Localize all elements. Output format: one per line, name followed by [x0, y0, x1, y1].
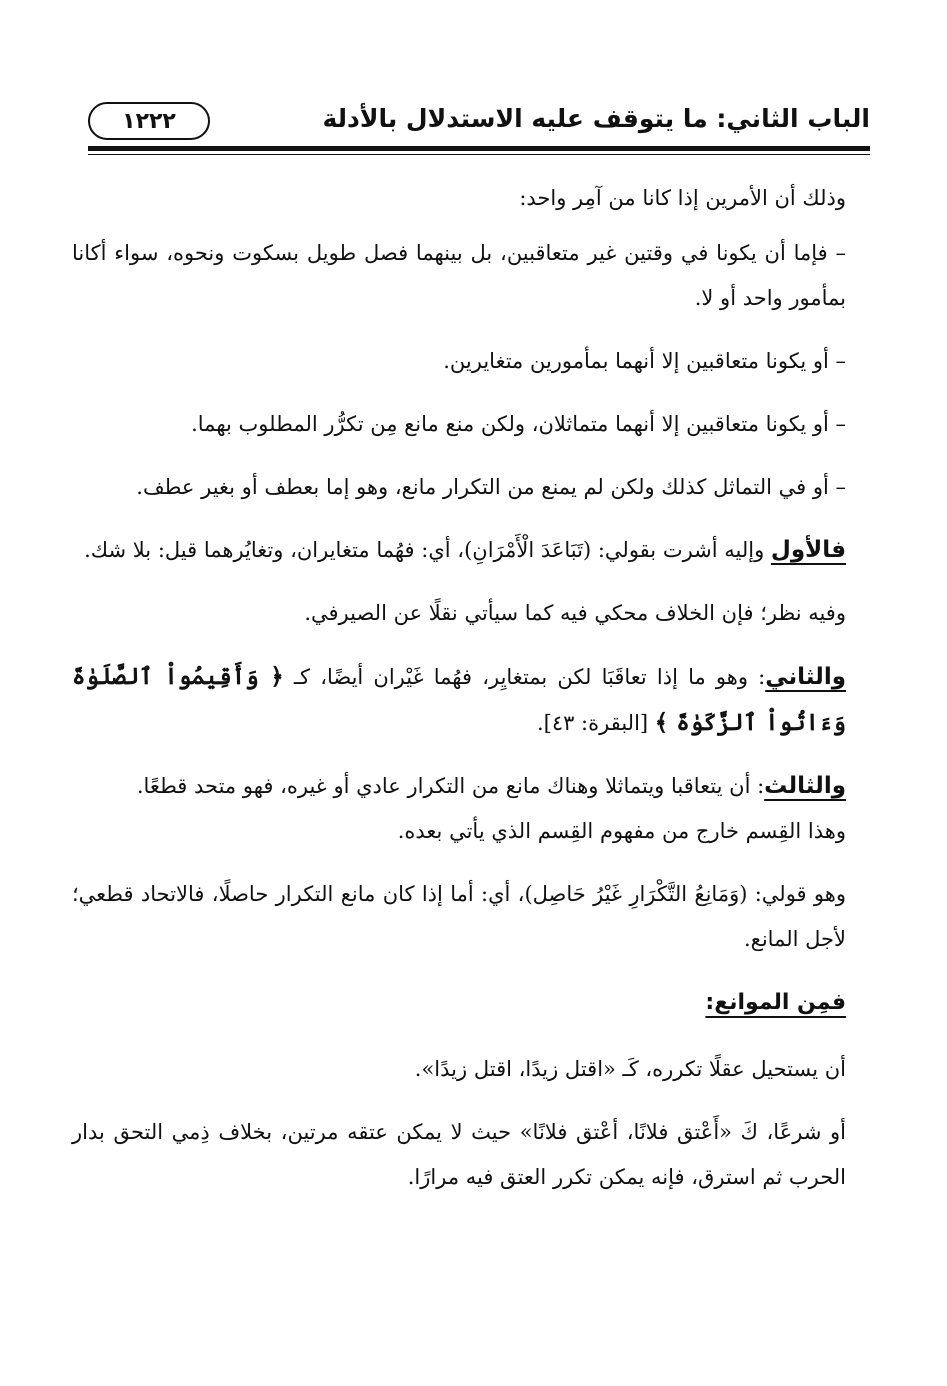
paragraph: أن يستحيل عقلًا تكرره، كَـ «اقتل زيدًا، اقتل زيدًا». — [414, 1057, 846, 1081]
verse-reference: [البقرة: ٤٣]. — [536, 711, 655, 735]
header-rule-thin — [88, 154, 870, 155]
page-body — [72, 176, 846, 1218]
paragraph: – أو يكونا متعاقبين إلا أنهما متماثلان، ولكن منع مانع مِن تكرُّر المطلوب بهما. — [191, 412, 846, 436]
paragraph-second-case — [72, 654, 846, 746]
page-header — [88, 96, 870, 146]
second-case-label: والثاني — [765, 664, 846, 690]
first-case-label: فالأول — [770, 537, 846, 563]
third-case-label: والثالث — [764, 773, 846, 799]
first-case-text: وإليه أشرت بقولي: (تَبَاعَدَ الْأَمْرَانِ)، أي: فهُما متغايران، وتغايُرهما قيل: بلا شك. — [84, 538, 771, 562]
paragraph-third-case — [72, 764, 846, 809]
paragraph: أو شرعًا، كَ «أَعْتق فلانًا، أعْتق فلانًا» حيث لا يمكن عتقه مرتين، بخلاف ذِمي التحق بدار الحرب ثم استرق، فإنه يمكن تكرر العتق فيه مرارًا. — [72, 1120, 846, 1189]
header-rule-thick — [88, 146, 870, 151]
paragraph: وذلك أن الأمرين إذا كانا من آمِر واحد: — [519, 186, 846, 210]
paragraph-first-case — [72, 528, 846, 573]
paragraph: وهذا القِسم خارج من مفهوم القِسم الذي يأتي بعده. — [397, 819, 846, 843]
paragraph: وفيه نظر؛ فإن الخلاف محكي فيه كما سيأتي نقلًا عن الصيرفي. — [304, 601, 846, 625]
section-heading: فمِن الموانع: — [705, 990, 846, 1015]
page-number: ١٢٢٢ — [88, 102, 210, 140]
quran-verse: ﴿ وَأَقِيمُواْ ٱلصَّلَوٰةَ وَءَاتُواْ ٱلزَّكَوٰةَ ﴾ — [72, 663, 846, 736]
running-title: الباب الثاني: ما يتوقف عليه الاستدلال بالأدلة — [322, 104, 870, 133]
paragraph: – فإما أن يكونا في وقتين غير متعاقبين، بل بينهما فصل طويل بسكوت ونحوه، سواء أكانا بمأمور واحد أو لا. — [72, 241, 846, 310]
paragraph: – أو يكونا متعاقبين إلا أنهما بمأمورين متغايرين. — [443, 349, 846, 373]
paragraph: وهو قولي: (وَمَانِعُ التَّكْرَارِ غَيْرُ حَاصِل)، أي: أما إذا كان مانع التكرار حاصلًا، فالاتحاد قطعي؛ لأجل المانع. — [72, 882, 846, 951]
second-case-text: : وهو ما إذا تعاقَبَا لكن بمتغايِر، فهُما غَيْران أيضًا، كـ — [283, 665, 766, 689]
third-case-text: : أن يتعاقبا ويتماثلا وهناك مانع من التكرار عادي أو غيره، فهو متحد قطعًا. — [136, 774, 765, 798]
paragraph: – أو في التماثل كذلك ولكن لم يمنع من التكرار مانع، وهو إما بعطف أو بغير عطف. — [136, 475, 846, 499]
